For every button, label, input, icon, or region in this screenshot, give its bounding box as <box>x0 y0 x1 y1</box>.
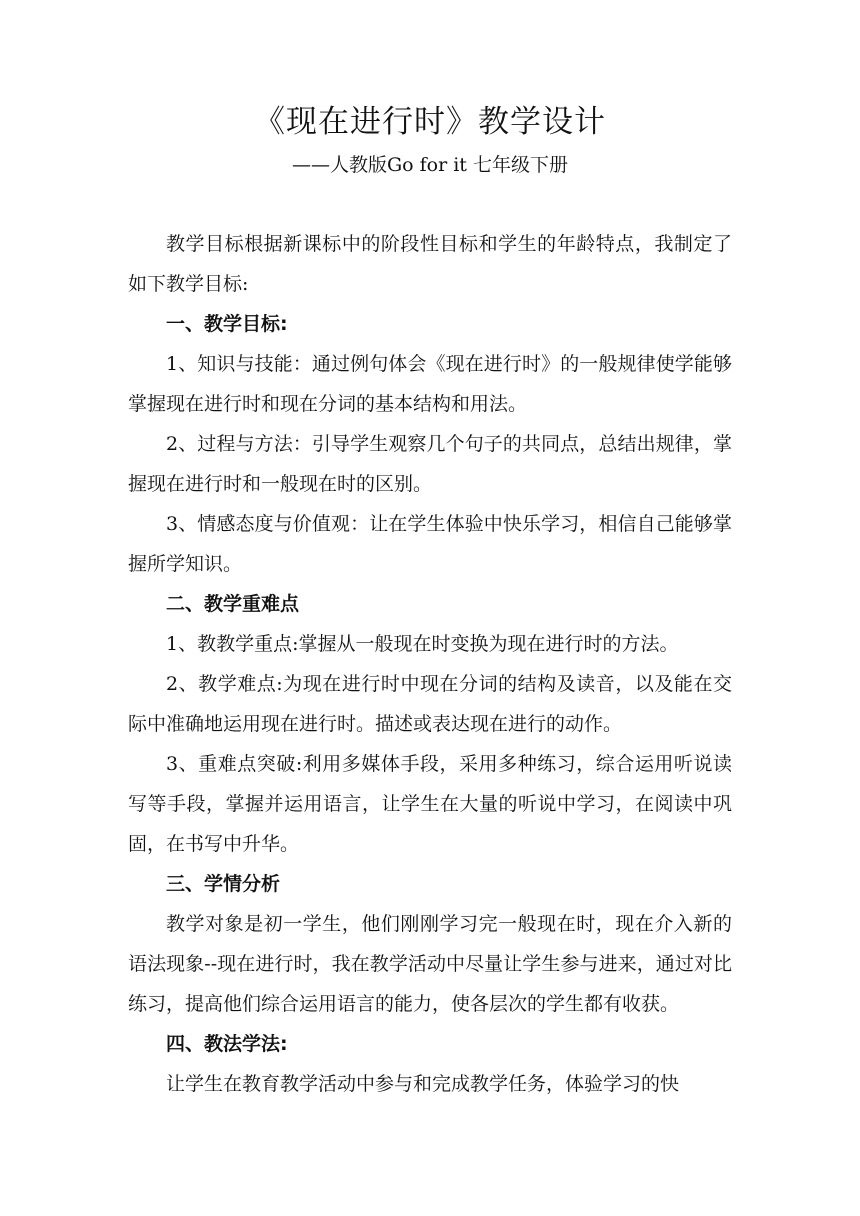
paragraph: 3、情感态度与价值观：让在学生体验中快乐学习，相信自己能够掌握所学知识。 <box>128 513 732 575</box>
section-heading-objectives: 一、教学目标: <box>166 313 288 335</box>
section-heading-key-points: 二、教学重难点 <box>166 593 300 615</box>
intro-paragraph: 教学目标根据新课标中的阶段性目标和学生的年龄特点，我制定了如下教学目标: <box>128 233 732 295</box>
paragraph: 教学对象是初一学生，他们刚刚学习完一般现在时，现在介入新的语法现象--现在进行时，我在教学活动中尽量让学生参与进来，通过对比练习，提高他们综合运用语言的能力，使各层次的学生都有收获。 <box>128 913 732 1015</box>
document-title: 《现在进行时》教学设计 <box>254 104 606 140</box>
paragraph: 2、过程与方法：引导学生观察几个句子的共同点，总结出规律，掌握现在进行时和一般现在时的区别。 <box>128 433 732 495</box>
paragraph: 3、重难点突破:利用多媒体手段，采用多种练习，综合运用听说读写等手段，掌握并运用语言，让学生在大量的听说中学习，在阅读中巩固，在书写中升华。 <box>128 753 732 855</box>
document-subtitle: ——人教版Go for it 七年级下册 <box>291 154 568 176</box>
section-heading-methods: 四、教法学法: <box>166 1033 288 1055</box>
paragraph: 1、知识与技能：通过例句体会《现在进行时》的一般规律使学能够掌握现在进行时和现在分词的基本结构和用法。 <box>128 353 732 415</box>
section-heading-learner-analysis: 三、学情分析 <box>166 873 281 895</box>
paragraph: 2、教学难点:为现在进行时中现在分词的结构及读音，以及能在交际中准确地运用现在进行时。描述或表达现在进行的动作。 <box>128 673 732 735</box>
document-body <box>128 224 732 1104</box>
paragraph: 1、教教学重点:掌握从一般现在时变换为现在进行时的方法。 <box>166 633 679 655</box>
paragraph: 让学生在教育教学活动中参与和完成教学任务，体验学习的快 <box>166 1073 680 1095</box>
